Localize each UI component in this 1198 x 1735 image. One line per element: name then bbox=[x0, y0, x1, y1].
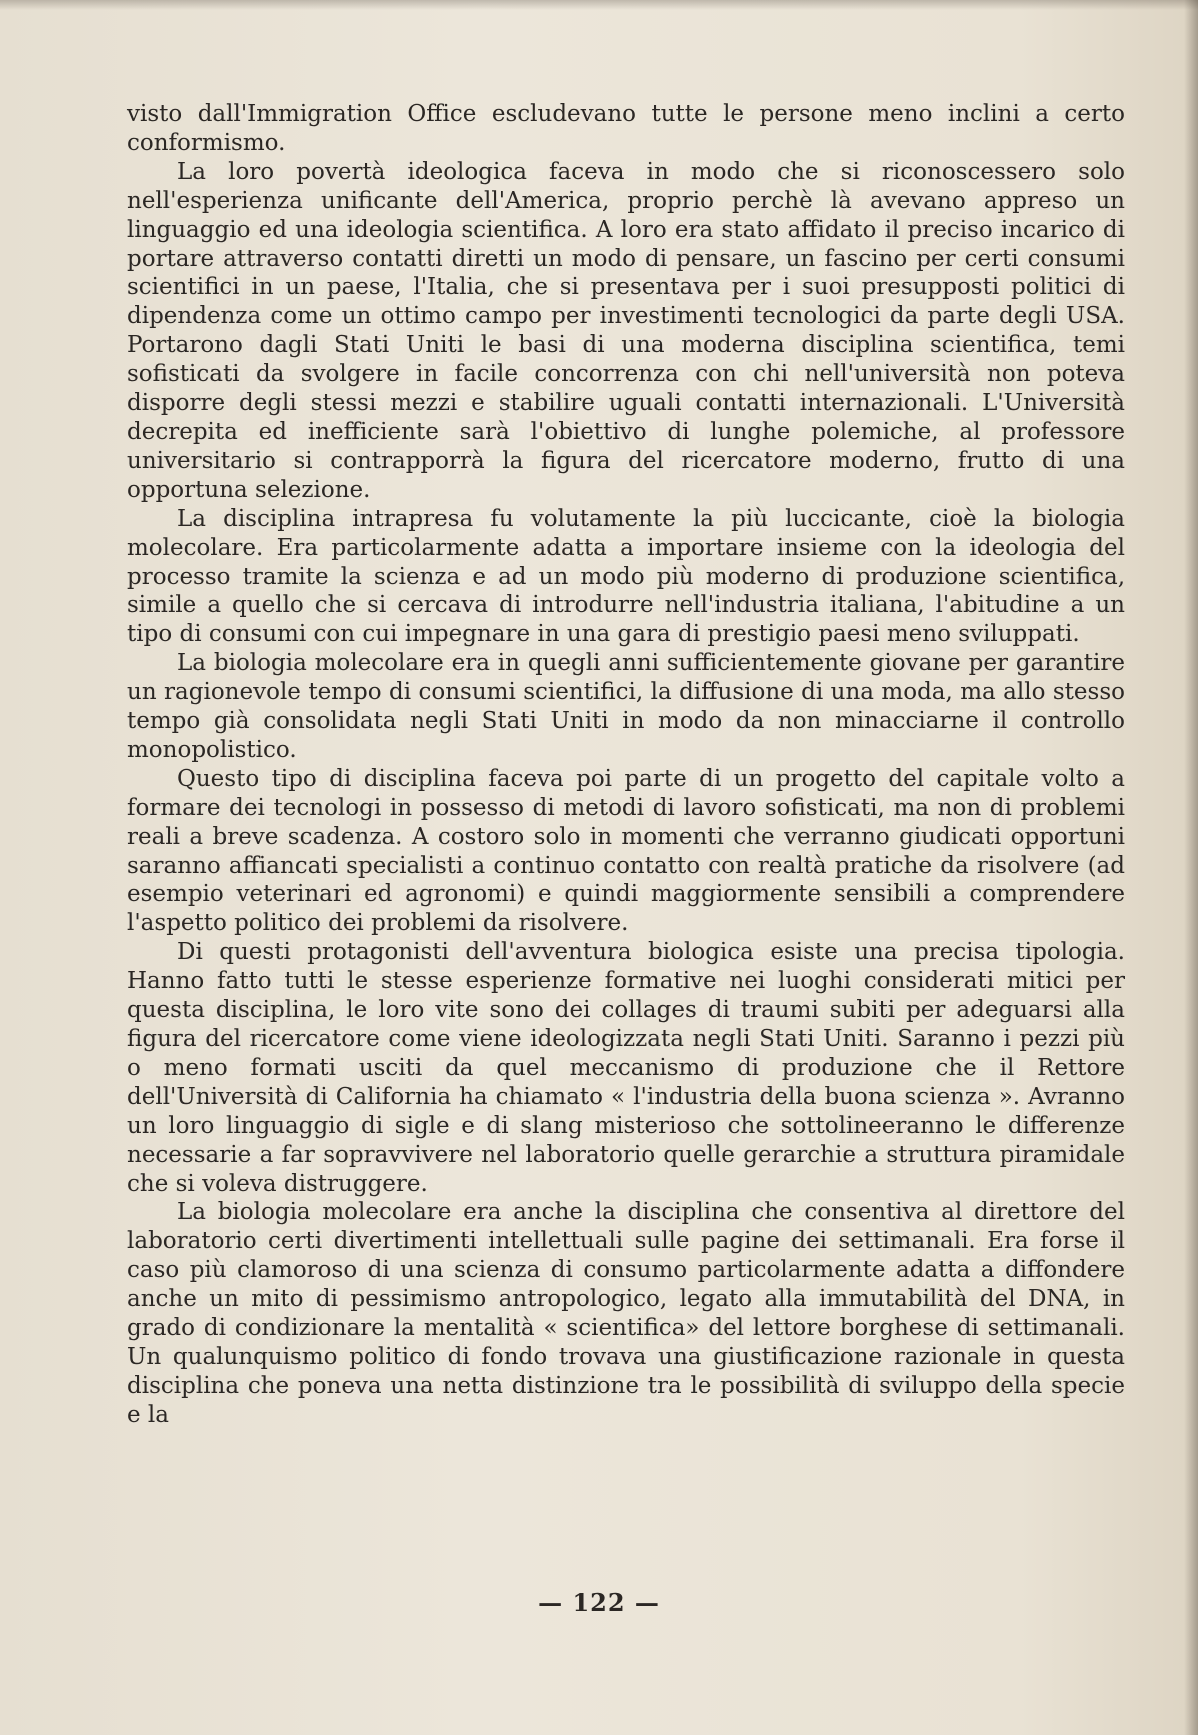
paragraph: La disciplina intrapresa fu volutamente la più luccicante, cioè la biologia molecolare. Era particolarmente adatta a importare insieme con la ideologia del processo tramite la scienza e ad un modo più moderno di produzione scientifica, simile a quello che si cercava di introdurre nell'industria italiana, l'abitudine a un tipo di consumi con cui impegnare in una gara di prestigio paesi meno sviluppati. bbox=[127, 505, 1125, 648]
paragraph: Questo tipo di disciplina faceva poi parte di un progetto del capitale volto a formare dei tecnologi in possesso di metodi di lavoro sofisticati, ma non di problemi reali a breve scadenza. A costoro solo in momenti che verranno giudicati opportuni saranno affiancati specialisti a continuo contatto con realtà pratiche da risolvere (ad esempio veterinari ed agronomi) e quindi maggiormente sensibili a comprendere l'aspetto politico dei problemi da risolvere. bbox=[127, 765, 1125, 937]
paragraph: La loro povertà ideologica faceva in modo che si riconoscessero solo nell'esperienza unificante dell'America, proprio perchè là avevano appreso un linguaggio ed una ideologia scientifica. A loro era stato affidato il preciso incarico di portare attraverso contatti diretti un modo di pensare, un fascino per certi consumi scientifici in un paese, l'Italia, che si presentava per i suoi presupposti politici di dipendenza come un ottimo campo per investimenti tecnologici da parte degli USA. Portarono dagli Stati Uniti le basi di una moderna disciplina scientifica, temi sofisticati da svolgere in facile concorrenza con chi nell'università non poteva disporre degli stessi mezzi e stabilire uguali contatti internazionali. L'Università decrepita ed inefficiente sarà l'obiettivo di lunghe polemiche, al professore universitario si contrapporrà la figura del ricercatore moderno, frutto di una opportuna selezione. bbox=[127, 158, 1125, 503]
paragraph: La biologia molecolare era in quegli anni sufficientemente giovane per garantire un ragionevole tempo di consumi scientifici, la diffusione di una moda, ma allo stesso tempo già consolidata negli Stati Uniti in modo da non minacciarne il controllo monopolistico. bbox=[127, 650, 1125, 763]
page-top-shadow bbox=[0, 0, 1198, 10]
paragraph-continuation: visto dall'Immigration Office escludevano tutte le persone meno inclini a certo conformismo. bbox=[127, 101, 1125, 156]
paragraph: La biologia molecolare era anche la disciplina che consentiva al direttore del laboratorio certi divertimenti intellettuali sulle pagine dei settimanali. Era forse il caso più clamoroso di una scienza di consumo particolarmente adatta a diffondere anche un mito di pessimismo antropologico, legato alla immutabilità del DNA, in grado di condizionare la mentalità « scientifica» del lettore borghese di settimanali. Un qualunquismo politico di fondo trovava una giustificazione razionale in questa disciplina che poneva una netta distinzione tra le possibilità di sviluppo della specie e la bbox=[127, 1199, 1125, 1428]
page-number: — 122 — bbox=[538, 1588, 660, 1617]
body-text bbox=[127, 100, 1125, 1430]
paragraph: Di questi protagonisti dell'avventura biologica esiste una precisa tipologia. Hanno fatto tutti le stesse esperienze formative nei luoghi considerati mitici per questa disciplina, le loro vite sono dei collages di traumi subiti per adeguarsi alla figura del ricercatore come viene ideologizzata negli Stati Uniti. Saranno i pezzi più o meno formati usciti da quel meccanismo di produzione che il Rettore dell'Università di California ha chiamato « l'industria della buona scienza ». Avranno un loro linguaggio di sigle e di slang misterioso che sottolineeranno le differenze necessarie a far sopravvivere nel laboratorio quelle gerarchie a struttura piramidale che si voleva distruggere. bbox=[127, 939, 1125, 1197]
page-edge-shadow bbox=[1184, 0, 1198, 1735]
